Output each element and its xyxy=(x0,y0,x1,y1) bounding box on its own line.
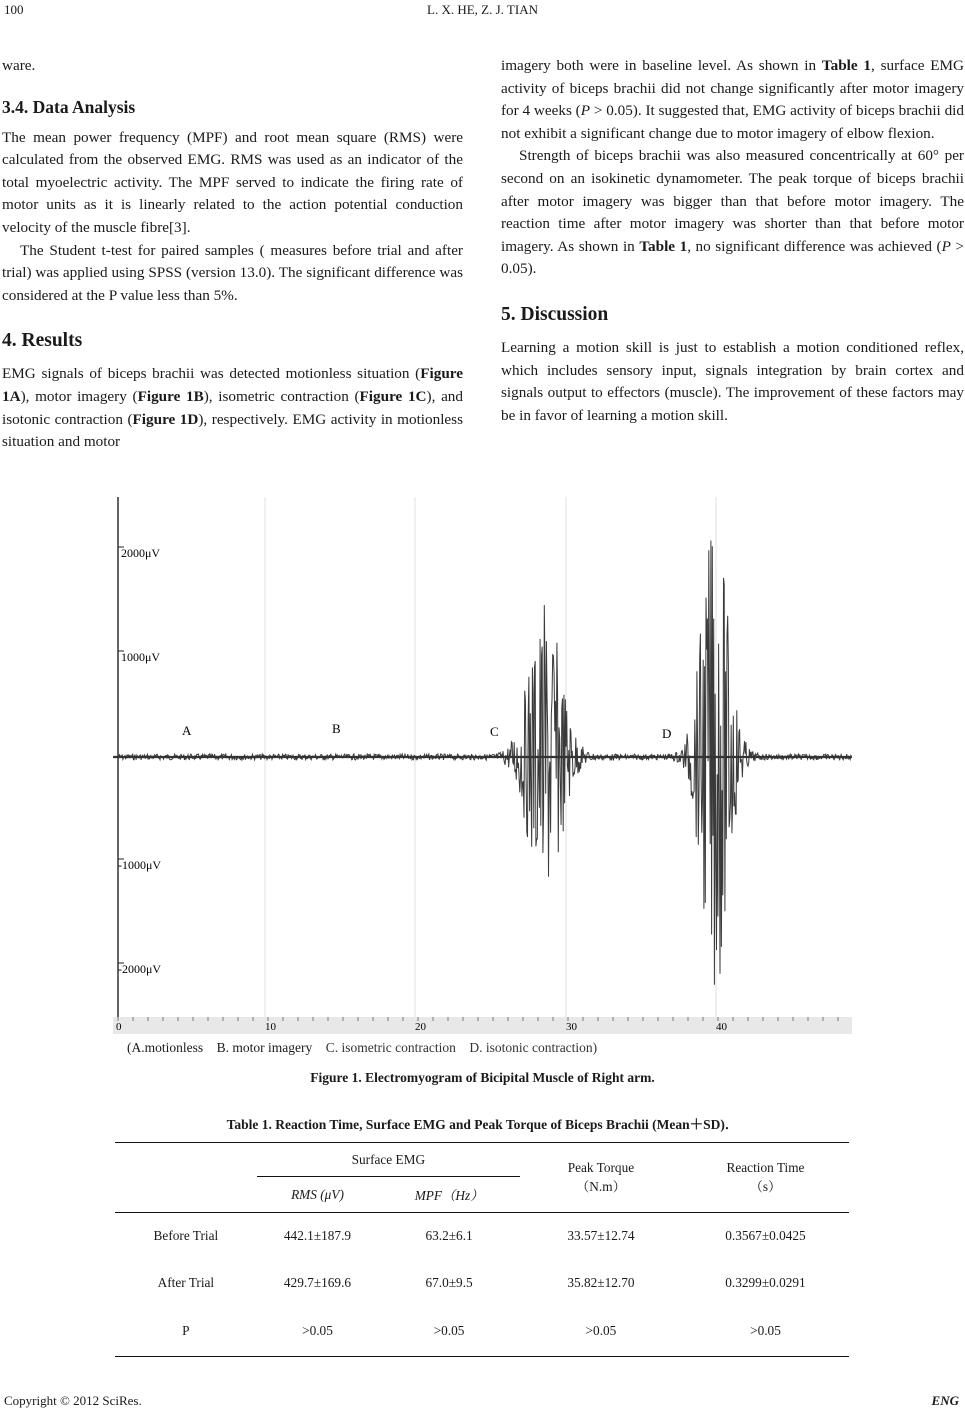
section-4-heading: 4. Results xyxy=(2,330,83,352)
x-label-40: 40 xyxy=(716,1021,727,1033)
ref-figure-1d: Figure 1D xyxy=(132,410,199,428)
left-column xyxy=(2,55,463,454)
figure-subcaption: (A.motionless B. motor imagery C. isometric contraction D. isotonic contraction) xyxy=(127,1040,598,1055)
segment-label-a: A xyxy=(182,723,192,738)
section-3-4-paragraph-2: The Student t-test for paired samples ( measures before trial and after trial) was applied using SPSS (version 13.0). The significant difference was considered at the P value less than 5%. xyxy=(2,241,463,304)
table-row: After Trial 429.7±169.6 67.0±9.5 35.82±12.70 0.3299±0.0291 xyxy=(157,1275,806,1290)
emg-trace-plot xyxy=(113,497,852,1034)
ref-figure-1c: Figure 1C xyxy=(359,387,427,405)
results-paragraph-continued: imagery both were in baseline level. As shown in Table 1, surface EMG activity of biceps brachii did not change significantly after motor imagery for 4 weeks (P > 0.05). It suggested that, EMG activity of biceps brachii did not exhibit a significant change due to motor imagery of elbow flexion. xyxy=(501,57,965,142)
y-label-neg-2000: -2000μV xyxy=(118,962,162,976)
running-header-authors: L. X. HE, Z. J. TIAN xyxy=(427,2,538,17)
section-5-paragraph-1: Learning a motion skill is just to establish a motion conditioned reflex, which includes sensory input, signals integration by brain cortex and signals output to effectors (muscle). The improvement of these factors may be in favor of learning a motion skill. xyxy=(501,338,964,424)
segment-label-c: C xyxy=(490,724,499,739)
x-label-20: 20 xyxy=(415,1021,426,1033)
table-row: Before Trial 442.1±187.9 63.2±6.1 33.57±12.74 0.3567±0.0425 xyxy=(115,1213,849,1260)
ref-figure-1a: Figure 1A xyxy=(2,365,463,405)
right-column xyxy=(501,55,964,427)
section-4-paragraph-1: EMG signals of biceps brachii was detected motionless situation (Figure 1A), motor imagery (Figure 1B), isometric contraction (Figure 1C), and isotonic contraction (Figure 1D), respectively. EMG activity in motionless situation and motor xyxy=(2,365,463,451)
ref-table-1-second: Table 1 xyxy=(639,237,688,255)
lead-word: ware. xyxy=(2,57,36,74)
x-label-0: 0 xyxy=(116,1021,122,1033)
header-surface-emg: Surface EMG xyxy=(257,1143,520,1177)
header-mpf: MPF（Hz） xyxy=(414,1188,484,1203)
section-5-heading: 5. Discussion xyxy=(501,303,609,325)
table-caption: Table 1. Reaction Time, Surface EMG and Peak Torque of Biceps Brachii (Mean＋SD)． xyxy=(226,1117,739,1132)
y-label-1000: 1000μV xyxy=(121,650,161,664)
footer-copyright: Copyright © 2012 SciRes. xyxy=(4,1393,142,1408)
segment-label-d: D xyxy=(662,726,672,741)
table-row: P >0.05 >0.05 >0.05 >0.05 xyxy=(115,1307,849,1357)
emg-figure xyxy=(113,497,852,1034)
ref-table-1: Table 1 xyxy=(821,57,872,74)
x-label-10: 10 xyxy=(265,1021,276,1033)
section-3-4-paragraph-1: The mean power frequency (MPF) and root mean square (RMS) were calculated from the observed EMG. RMS was used as an indicator of the total myoelectric activity. The MPF served to indicate the firing rate of motor units as it is linearly related to the action potential conduction velocity of the muscle fibre[3]. xyxy=(2,128,463,236)
section-3-4-heading: 3.4. Data Analysis xyxy=(2,96,136,117)
header-rms: RMS (μV) xyxy=(291,1186,344,1202)
results-table xyxy=(115,1142,849,1357)
y-label-2000: 2000μV xyxy=(121,546,161,560)
header-reaction-time: Reaction Time （s） xyxy=(682,1143,849,1213)
x-label-30: 30 xyxy=(566,1021,577,1033)
page-number: 100 xyxy=(4,2,24,17)
footer-journal: ENG xyxy=(931,1393,959,1408)
ref-figure-1b: Figure 1B xyxy=(137,387,204,405)
strength-paragraph: Strength of biceps brachii was also measured concentrically at 60° per second on an isokinetic dynamometer. The peak torque of biceps brachii after motor imagery was bigger than that before motor imagery. The reaction time after motor imagery was shorter than that before motor imagery. As shown in Table 1, no significant difference was achieved (P > 0.05). xyxy=(501,147,964,278)
y-label-neg-1000: -1000μV xyxy=(118,858,162,872)
figure-caption: Figure 1. Electromyogram of Bicipital Muscle of Right arm. xyxy=(310,1070,655,1085)
header-peak-torque: Peak Torque （N.m） xyxy=(520,1143,682,1213)
segment-label-b: B xyxy=(332,721,341,736)
